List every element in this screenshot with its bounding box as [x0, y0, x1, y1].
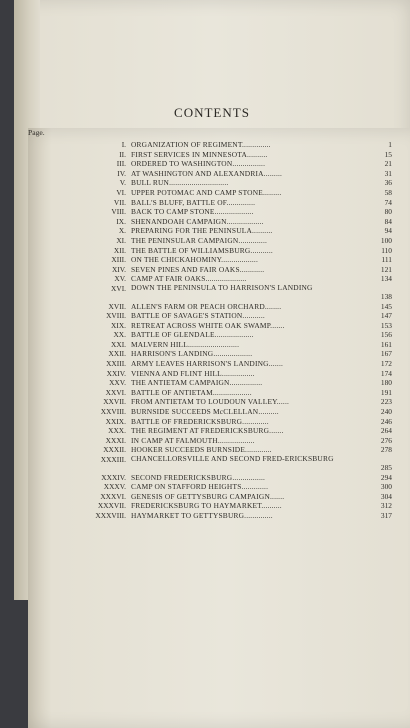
page-number: 172 — [380, 359, 392, 369]
toc-entry — [70, 246, 392, 256]
chapter-number: XXXIII. — [100, 455, 126, 464]
chapter-title: BATTLE OF SAVAGE'S STATION........... — [131, 311, 265, 321]
page-number: 80 — [384, 207, 392, 217]
chapter-title: IN CAMP AT FALMOUTH.................. — [131, 435, 255, 445]
toc-entry — [70, 349, 392, 359]
toc-entry — [70, 445, 392, 455]
chapter-number: XXVIII. — [100, 407, 126, 417]
page-number: 304 — [380, 491, 392, 501]
chapter-number: XII. — [113, 245, 126, 255]
chapter-number: XXVI. — [105, 387, 126, 397]
page-number: 84 — [384, 216, 392, 226]
chapter-number: I. — [121, 140, 126, 149]
page-number: 264 — [380, 426, 392, 436]
chapter-title: BALL'S BLUFF, BATTLE OF.............. — [131, 197, 256, 207]
toc-entry — [70, 492, 392, 502]
chapter-number: XXXVII. — [97, 501, 126, 511]
page-number: 147 — [380, 311, 392, 321]
chapter-number: II. — [119, 149, 126, 159]
chapter-title: GENESIS OF GETTYSBURG CAMPAIGN....... — [131, 491, 285, 501]
toc-entry — [70, 359, 392, 369]
chapter-number: XVI. — [111, 283, 126, 293]
toc-entry — [70, 501, 392, 511]
toc-entry — [70, 274, 392, 284]
toc-entry — [70, 159, 392, 169]
chapter-number: XIII. — [111, 255, 126, 265]
page-number: 94 — [384, 226, 392, 236]
chapter-title: HAYMARKET TO GETTYSBURG.............. — [131, 510, 273, 520]
toc-entry — [70, 178, 392, 188]
page-number: 246 — [380, 416, 392, 426]
page-number: 312 — [380, 501, 392, 511]
toc-entry — [70, 397, 392, 407]
chapter-title: FIRST SERVICES IN MINNESOTA.......... — [131, 149, 268, 159]
chapter-number: VIII. — [111, 207, 126, 217]
page-number: 145 — [380, 301, 392, 311]
chapter-title: ON THE CHICKAHOMINY.................. — [131, 255, 259, 265]
chapter-title: THE REGIMENT AT FREDERICKSBURG....... — [131, 426, 284, 436]
chapter-number: X. — [118, 226, 126, 236]
chapter-title: PREPARING FOR THE PENINSULA.......... — [131, 226, 273, 236]
chapter-title: VIENNA AND FLINT HILL................ — [131, 368, 255, 378]
toc-entry — [70, 284, 392, 302]
chapter-title: AT WASHINGTON AND ALEXANDRIA......... — [131, 168, 283, 178]
toc-entry — [70, 302, 392, 312]
toc-entry — [70, 198, 392, 208]
page-number: 110 — [381, 245, 392, 255]
page-number: 111 — [381, 255, 392, 265]
toc-entry — [70, 169, 392, 179]
toc-entry — [70, 150, 392, 160]
toc-entry — [70, 188, 392, 198]
chapter-number: XXII. — [108, 349, 126, 359]
toc-entry — [70, 321, 392, 331]
chapter-title: ORDERED TO WASHINGTON................ — [131, 159, 266, 169]
chapter-title: CHANCELLORSVILLE AND SECOND FRED-ERICKSBURG — [131, 455, 334, 463]
table-of-contents — [70, 140, 392, 521]
page-number: 223 — [380, 397, 392, 407]
chapter-number: XXV. — [109, 378, 126, 388]
toc-entry — [70, 207, 392, 217]
toc-entry — [70, 417, 392, 427]
chapter-number: XIX. — [111, 320, 126, 330]
chapter-title: RETREAT ACROSS WHITE OAK SWAMP....... — [131, 320, 285, 330]
toc-entry — [70, 426, 392, 436]
chapter-title: BATTLE OF FREDERICKSBURG............. — [131, 416, 269, 426]
toc-entry — [70, 378, 392, 388]
chapter-title: BATTLE OF GLENDALE................... — [131, 330, 254, 340]
chapter-number: V. — [119, 178, 126, 188]
toc-entry — [70, 511, 392, 521]
chapter-title: BURNSIDE SUCCEEDS McCLELLAN.......... — [131, 407, 279, 417]
chapter-number: XXXVIII. — [95, 510, 126, 520]
chapter-number: XXI. — [111, 339, 126, 349]
chapter-title: SHENANDOAH CAMPAIGN.................. — [131, 216, 264, 226]
page-number: 167 — [380, 349, 392, 359]
chapter-number: XXXIV. — [101, 472, 126, 482]
chapter-title: FROM ANTIETAM TO LOUDOUN VALLEY...... — [131, 397, 290, 407]
page-number: 156 — [380, 330, 392, 340]
chapter-title: BATTLE OF ANTIETAM................... — [131, 387, 252, 397]
chapter-number: VI. — [116, 187, 126, 197]
page-number: 161 — [380, 339, 392, 349]
page-number: 191 — [380, 387, 392, 397]
page-number: 58 — [384, 187, 392, 197]
page-title: CONTENTS — [174, 105, 250, 120]
chapter-title: MALVERN HILL......................... — [131, 339, 240, 349]
chapter-number: IX. — [116, 216, 126, 226]
chapter-number: XVIII. — [106, 311, 126, 321]
page-number: 278 — [380, 445, 392, 455]
toc-entry — [70, 311, 392, 321]
chapter-number: XXIII. — [106, 359, 126, 369]
chapter-number: VII. — [113, 197, 126, 207]
page-number: 1 — [388, 140, 392, 149]
page-number: 36 — [384, 178, 392, 188]
toc-entry — [70, 473, 392, 483]
toc-entry — [70, 482, 392, 492]
toc-entry — [70, 330, 392, 340]
chapter-number: IV. — [117, 168, 126, 178]
chapter-title: DOWN THE PENINSULA TO HARRISON'S LANDING — [131, 283, 313, 292]
toc-entry — [70, 436, 392, 446]
page-number: 21 — [384, 159, 392, 169]
page-number: 285 — [380, 463, 392, 472]
chapter-title: HOOKER SUCCEEDS BURNSIDE............. — [131, 445, 272, 455]
toc-entry — [70, 226, 392, 236]
page-number: 138 — [380, 291, 392, 301]
toc-entry — [70, 340, 392, 350]
chapter-title: CAMP AT FAIR OAKS.................... — [131, 274, 247, 284]
page-number: 74 — [384, 197, 392, 207]
page-number: 240 — [380, 407, 392, 417]
page-number: 300 — [380, 482, 392, 492]
toc-entry — [70, 455, 392, 473]
chapter-number: XXXV. — [103, 482, 126, 492]
chapter-number: XXXVI. — [100, 491, 126, 501]
toc-entry — [70, 217, 392, 227]
chapter-number: XXX. — [108, 426, 126, 436]
chapter-number: XXVII. — [103, 397, 126, 407]
page-number: 134 — [380, 274, 392, 284]
page-number: 180 — [380, 378, 392, 388]
page-number: 317 — [380, 510, 392, 520]
chapter-number: XV. — [114, 274, 126, 284]
chapter-title: THE ANTIETAM CAMPAIGN................ — [131, 378, 263, 388]
toc-entry — [70, 255, 392, 265]
page-number: 153 — [380, 320, 392, 330]
book-page — [14, 0, 410, 600]
chapter-title: SEVEN PINES AND FAIR OAKS............ — [131, 264, 265, 274]
chapter-number: XXXI. — [105, 435, 126, 445]
page-number: 276 — [380, 435, 392, 445]
toc-entry — [70, 407, 392, 417]
page-number: 121 — [380, 264, 392, 274]
chapter-title: BACK TO CAMP STONE................... — [131, 207, 254, 217]
page-number: 31 — [384, 168, 392, 178]
page-number: 174 — [380, 368, 392, 378]
chapter-number: XIV. — [111, 264, 126, 274]
chapter-number: XXIX. — [105, 416, 126, 426]
chapter-number: XXXII. — [103, 445, 126, 455]
chapter-title: ALLEN'S FARM OR PEACH ORCHARD........ — [131, 301, 282, 311]
chapter-title: FREDERICKSBURG TO HAYMARKET.......... — [131, 501, 282, 511]
chapter-number: XI. — [116, 235, 126, 245]
page-number: 15 — [384, 149, 392, 159]
chapter-title: HARRISON'S LANDING................... — [131, 349, 253, 359]
chapter-title: BULL RUN............................. — [131, 178, 229, 188]
chapter-number: XX. — [113, 330, 126, 340]
chapter-title: ORGANIZATION OF REGIMENT.............. — [131, 140, 271, 149]
chapter-title: CAMP ON STAFFORD HEIGHTS............. — [131, 482, 269, 492]
toc-entry — [70, 140, 392, 150]
chapter-title: THE BATTLE OF WILLIAMSBURG........... — [131, 245, 273, 255]
chapter-title: THE PENINSULAR CAMPAIGN.............. — [131, 235, 268, 245]
toc-entry — [70, 369, 392, 379]
chapter-title: ARMY LEAVES HARRISON'S LANDING....... — [131, 359, 284, 369]
chapter-title: SECOND FREDERICKSBURG................ — [131, 472, 266, 482]
toc-entry — [70, 388, 392, 398]
toc-entry — [70, 265, 392, 275]
page-number: 294 — [380, 472, 392, 482]
toc-entry — [70, 236, 392, 246]
chapter-number: XXIV. — [106, 368, 126, 378]
page-column-header: Page. — [28, 128, 410, 728]
page-number: 100 — [380, 235, 392, 245]
chapter-number: XVII. — [108, 301, 126, 311]
chapter-number: III. — [116, 159, 126, 169]
chapter-title: UPPER POTOMAC AND CAMP STONE......... — [131, 187, 282, 197]
